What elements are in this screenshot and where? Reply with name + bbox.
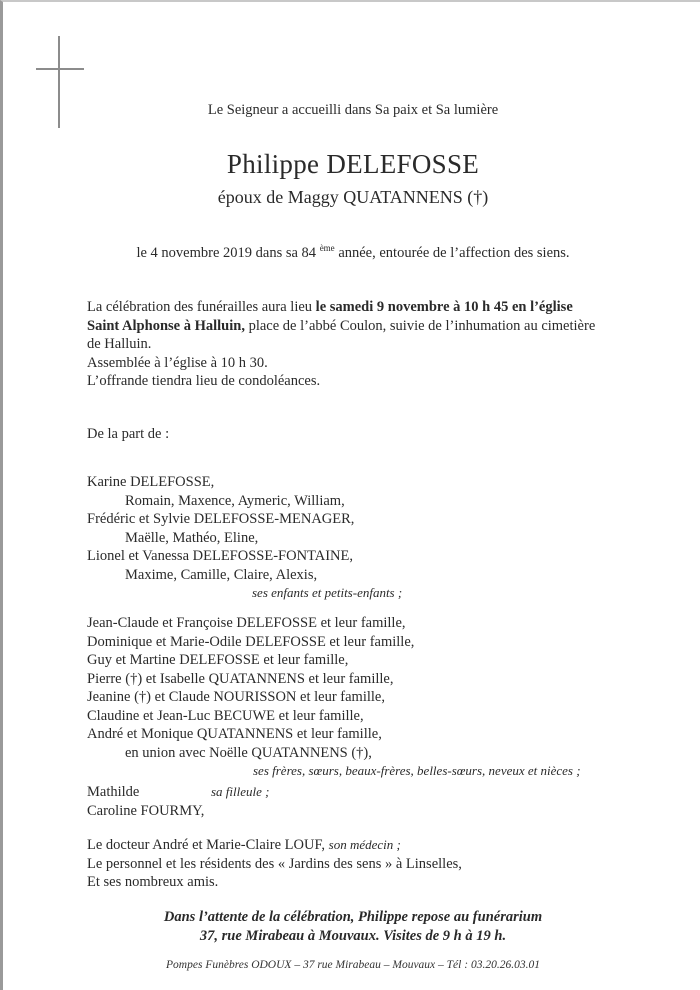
relative-line: en union avec Noëlle QUATANNENS (†),: [125, 744, 372, 761]
family-member-line: Frédéric et Sylvie DELEFOSSE-MENAGER,: [87, 511, 355, 527]
family-member-line: Lionel et Vanessa DELEFOSSE-FONTAINE,: [87, 548, 353, 564]
date-sup: ème: [319, 243, 335, 253]
offering-line: L’offrande tiendra lieu de condoléances.: [87, 373, 321, 389]
relative-line: Pierre (†) et Isabelle QUATANNENS et leur famille,: [87, 670, 394, 687]
children-role: ses enfants et petits-enfants ;: [252, 585, 403, 600]
relative-line: André et Monique QUATANNENS et leur famille,: [87, 726, 382, 742]
friends-line: Et ses nombreux amis.: [87, 874, 219, 890]
relative-line: Claudine et Jean-Luc BECUWE et leur famille,: [87, 707, 364, 724]
death-date-line: [3, 243, 700, 262]
doctor-name: Le docteur André et Marie-Claire LOUF,: [87, 837, 329, 853]
ceremony-line3: de Halluin.: [87, 336, 152, 352]
staff-line: Le personnel et les résidents des « Jardins des sens » à Linselles,: [87, 855, 462, 872]
funeral-home-footer: Pompes Funèbres ODOUX – 37 rue Mirabeau – Mouvaux – Tél : 03.20.26.03.01: [166, 959, 540, 971]
deceased-name: Philippe DELEFOSSE: [226, 149, 480, 179]
date-text: le 4 novembre 2019 dans sa 84: [136, 244, 317, 261]
relative-line: Dominique et Marie-Odile DELEFOSSE et leur famille,: [87, 633, 415, 650]
ceremony-date: le samedi 9 novembre à 10 h 45 en l’église: [315, 299, 573, 315]
viewing-info: [3, 908, 700, 945]
goddaughter-role: sa filleule ;: [211, 784, 270, 799]
caroline-name: Caroline FOURMY,: [87, 802, 205, 819]
intro-text: Le Seigneur a accueilli dans Sa paix et Sa lumière: [207, 102, 499, 118]
from-label: De la part de :: [87, 426, 170, 442]
family-goddaughter: [87, 783, 627, 820]
doctor-role: son médecin ;: [328, 837, 401, 852]
family-siblings: [87, 614, 627, 781]
spouse-line: époux de Maggy QUATANNENS (†): [217, 187, 489, 207]
relative-line: Guy et Martine DELEFOSSE et leur famille,: [87, 652, 349, 668]
relative-line: Jean-Claude et Françoise DELEFOSSE et leur famille,: [87, 615, 406, 631]
date-text-end: année, entourée de l’affection des siens.: [334, 244, 570, 261]
relative-line: Jeanine (†) et Claude NOURISSON et leur famille,: [87, 689, 385, 705]
family-member-line: Maëlle, Mathéo, Eline,: [125, 529, 259, 546]
assembly-line: Assemblée à l’église à 10 h 30.: [87, 354, 268, 371]
family-children: [87, 473, 627, 603]
others-list: [87, 836, 627, 892]
viewing-line1: Dans l’attente de la célébration, Philippe repose au funérarium: [163, 909, 543, 925]
ceremony-church: Saint Alphonse à Halluin,: [87, 317, 245, 334]
ceremony-line1: La célébration des funérailles aura lieu: [87, 299, 316, 315]
goddaughter-name: Mathilde: [87, 784, 140, 800]
family-member-line: Maxime, Camille, Claire, Alexis,: [125, 566, 318, 583]
siblings-role: ses frères, sœurs, beaux-frères, belles-sœurs, neveux et nièces ;: [253, 763, 581, 778]
ceremony-info: [87, 298, 627, 391]
viewing-line2: 37, rue Mirabeau à Mouvaux. Visites de 9 h à 19 h.: [199, 927, 507, 944]
family-member-line: Romain, Maxence, Aymeric, William,: [125, 492, 345, 509]
ceremony-line2: place de l’abbé Coulon, suivie de l’inhumation au cimetière: [244, 317, 596, 334]
family-member-line: Karine DELEFOSSE,: [87, 474, 215, 490]
